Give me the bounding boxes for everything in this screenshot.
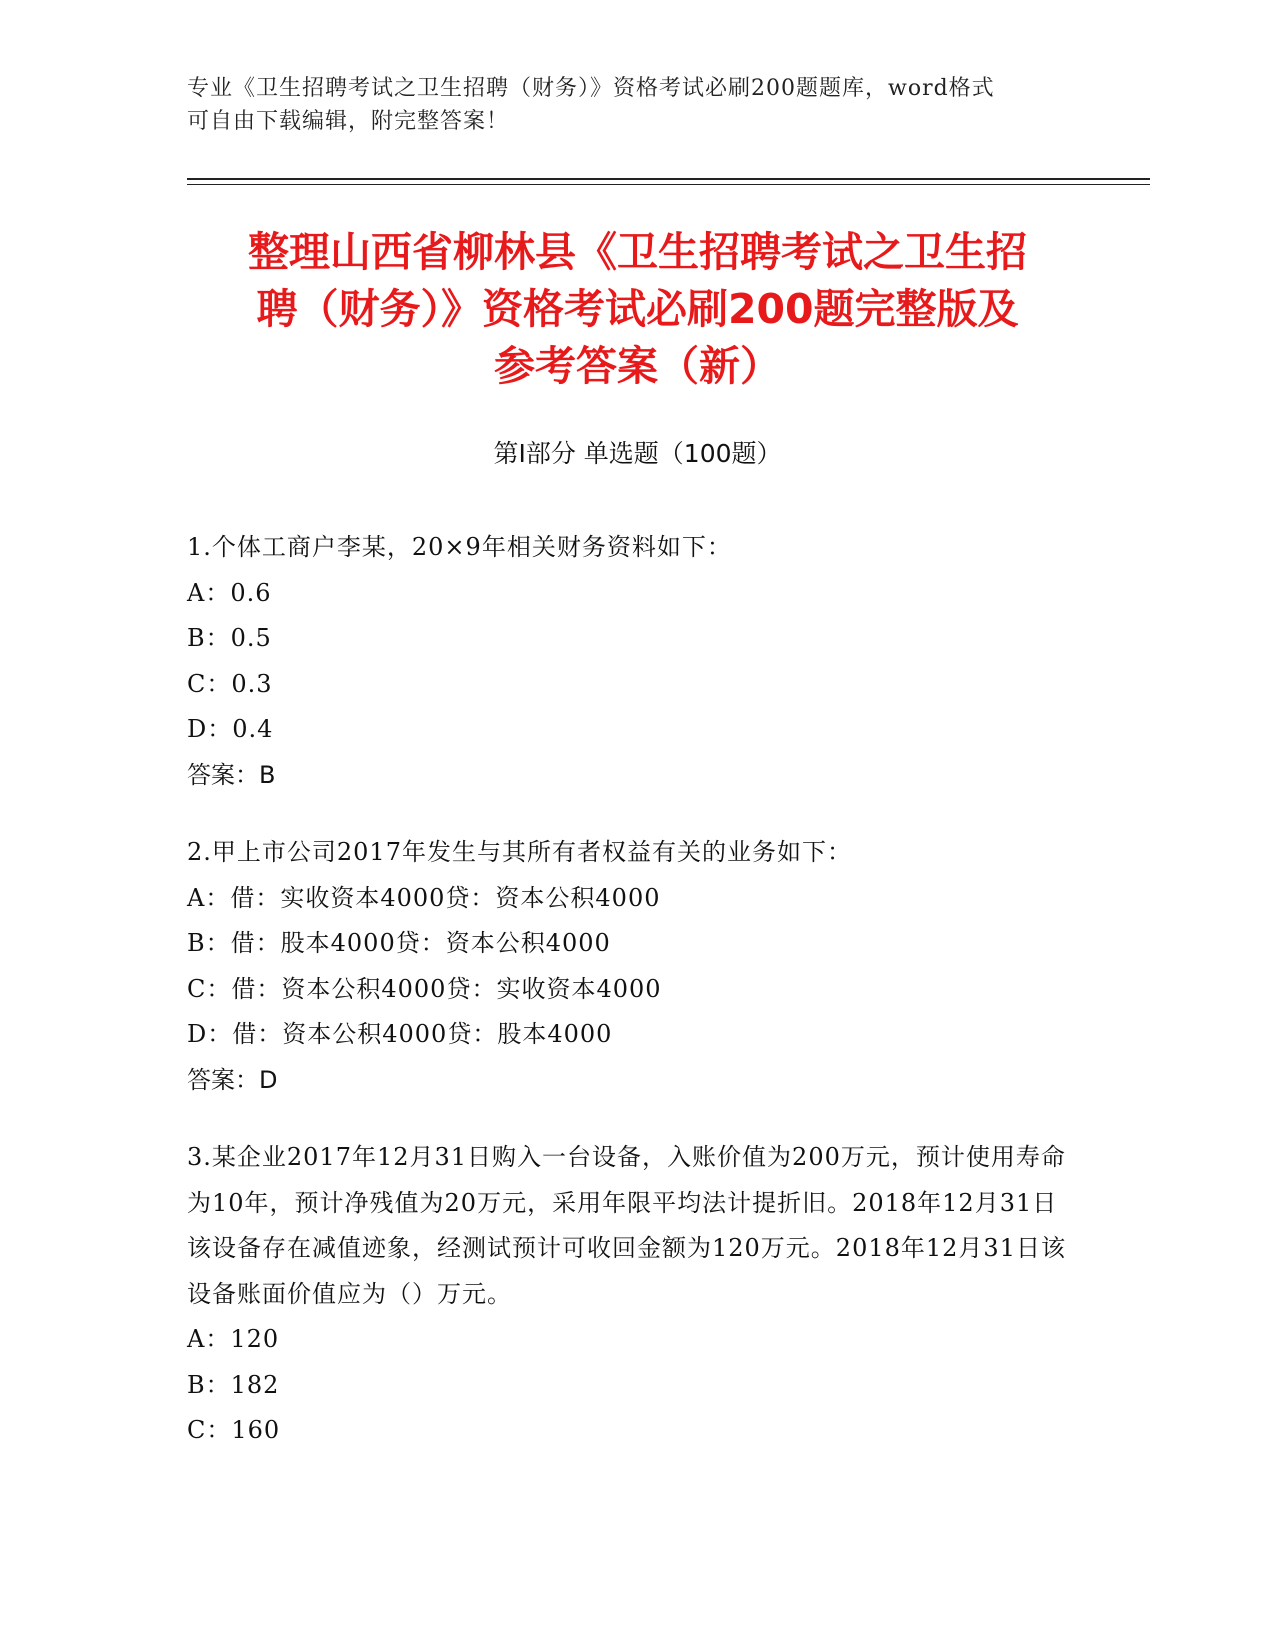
option-d: D：借：资本公积4000贷：股本4000 xyxy=(187,1020,613,1048)
header-divider-thin xyxy=(187,184,1150,185)
option-a: A：借：实收资本4000贷：资本公积4000 xyxy=(187,883,661,912)
question-text: 3.某企业2017年12月31日购入一台设备，入账价值为200万元，预计使用寿命为10年，预计净残值为20万元，采用年限平均法计提折旧。2018年12月31日该设备存在减值迹象，经测试预计可收回金额为120万元。2018年12月31日该设备账面价值应为（）万元。 xyxy=(187,1143,1066,1308)
option-a: A：120 xyxy=(187,1325,280,1353)
section-title: 第Ⅰ部分 单选题（100题） xyxy=(493,439,782,468)
option-c: C：借：资本公积4000贷：实收资本4000 xyxy=(187,974,662,1003)
question-3 xyxy=(187,1135,1067,1454)
option-b: B：182 xyxy=(187,1370,280,1399)
header-note xyxy=(187,72,1067,138)
question-text: 2.甲上市公司2017年发生与其所有者权益有关的业务如下： xyxy=(187,838,852,866)
option-c: C：0.3 xyxy=(187,669,273,698)
question-2 xyxy=(187,830,1067,1103)
option-b: B：借：股本4000贷：资本公积4000 xyxy=(187,929,611,957)
option-b: B：0.5 xyxy=(187,624,272,652)
question-1 xyxy=(187,525,1067,798)
option-d: D：0.4 xyxy=(187,715,274,743)
document-title xyxy=(140,224,1135,395)
header-note-line-2: 可自由下载编辑，附完整答案！ xyxy=(187,109,510,134)
answer: 答案：D xyxy=(187,1065,278,1094)
document-title-line-2: 聘（财务）》资格考试必刷200题完整版及 xyxy=(256,285,1019,333)
document-title-line-1: 整理山西省柳林县《卫生招聘考试之卫生招 xyxy=(248,228,1027,276)
header-divider-thick xyxy=(187,178,1150,180)
answer: 答案：B xyxy=(187,760,276,789)
option-a: A：0.6 xyxy=(187,578,272,607)
header-note-line-1: 专业《卫生招聘考试之卫生招聘（财务）》资格考试必刷200题题库，word格式 xyxy=(187,76,995,101)
question-list xyxy=(187,525,1067,1486)
question-text: 1.个体工商户李某，20×9年相关财务资料如下： xyxy=(187,533,732,561)
document-title-line-3: 参考答案（新） xyxy=(494,342,781,390)
option-c: C：160 xyxy=(187,1416,281,1444)
